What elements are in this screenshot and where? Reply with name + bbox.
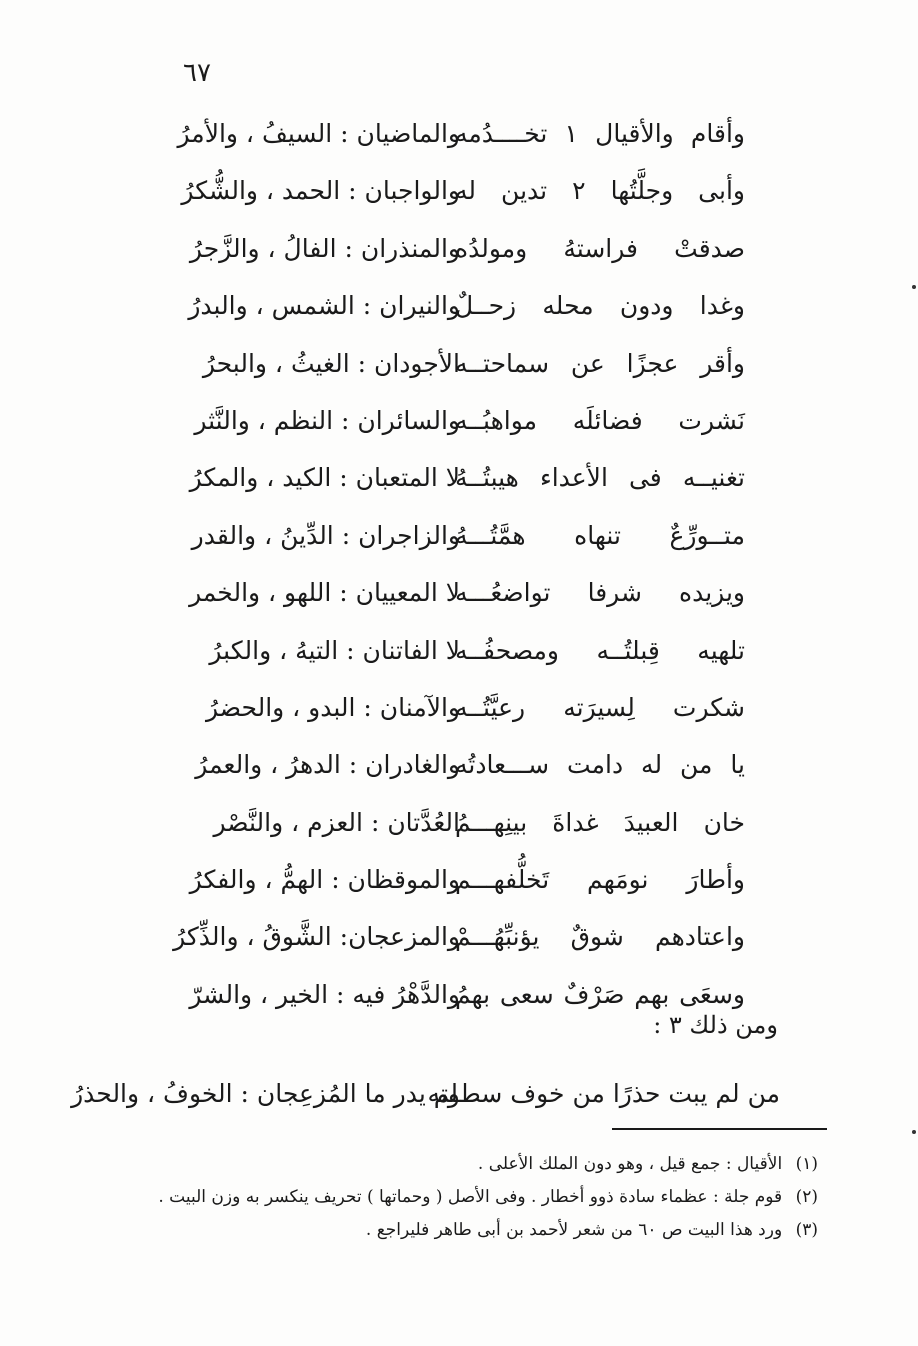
verse — [170, 625, 780, 682]
verse-second-hemistich: والمنذران : الفالُ ، والزَّجرُ — [189, 233, 460, 263]
final-verse — [71, 1068, 780, 1116]
verse-first-hemistich: يا من له دامت ســـعادتُه — [455, 750, 745, 780]
verse-first-hemistich: وسعَى بهم صَرْفٌ سعى بهمُ — [455, 979, 745, 1009]
verse-second-hemistich: والغادران : الدهرُ ، والعمرُ — [195, 750, 460, 780]
verse-second-hemistich: والآمنان : البدو ، والحضرُ — [205, 692, 460, 722]
verse-first-hemistich: صدقتْ فراستهُ ومولدُه — [455, 233, 745, 263]
verse — [170, 338, 780, 395]
verse-second-hemistich: والنيران : الشمس ، والبدرُ — [188, 291, 460, 321]
verse — [170, 567, 780, 624]
verse-second-hemistich: العُدَّتان : العزم ، والنَّصْر — [213, 807, 460, 837]
verse-first-hemistich: متــورِّعٌ تنهاه همَّتُـــهُ — [455, 520, 745, 550]
verse — [170, 395, 780, 452]
verse-second-hemistich: لا المعييان : اللهو ، والخمر — [189, 578, 460, 608]
verse-second-hemistich: والماضيان : السيفُ ، والأمرُ — [177, 119, 460, 148]
verse-first-hemistich: وغدا ودون محله زحــلٌ — [455, 291, 745, 321]
page-number: ٦٧ — [183, 58, 211, 88]
verse — [170, 911, 780, 968]
scan-speck — [912, 285, 916, 289]
verse — [170, 797, 780, 854]
verse — [170, 280, 780, 337]
verse-second-hemistich: والموقظان : الهمُّ ، والفكرُ — [189, 865, 460, 895]
verse — [170, 510, 780, 567]
verse-second-hemistich: والزاجران : الدِّينُ ، والقدر — [191, 520, 460, 550]
footnote — [158, 1214, 818, 1247]
verse-first-hemistich: واعتادهم شوقٌ يؤنبِّهُـــمْ — [455, 922, 745, 952]
verse-first-hemistich: وأبى وجلَّتُها ٢ تدين له — [455, 176, 745, 206]
verse-first-hemistich: نَشرت فضائلَه مواهبُــه — [455, 405, 745, 435]
verse-second-hemistich: لم يدر ما المُزعِجان : الخوفُ ، والحذرُ — [71, 1079, 458, 1108]
verse-first-hemistich: خان العبيدَ غداةَ بينِهـــمُ — [455, 807, 745, 837]
verse-second-hemistich: لا المتعبان : الكيد ، والمكرُ — [189, 463, 460, 493]
verse — [170, 682, 780, 739]
footnotes — [158, 1148, 818, 1247]
footnote-number: (٢) — [795, 1187, 818, 1207]
verse-first-hemistich: ويزيده شرفا تواضعُـــه — [455, 578, 745, 608]
footnote-number: (٣) — [795, 1220, 818, 1240]
verse — [170, 108, 780, 165]
footnote-text: الأقيال : جمع قيل ، وهو دون الملك الأعلى . — [477, 1154, 783, 1174]
verse — [170, 165, 780, 222]
intro-line: ومن ذلك ٣ : — [653, 1011, 778, 1039]
footnote-divider — [612, 1128, 827, 1130]
scan-speck — [912, 1130, 916, 1134]
verse-first-hemistich: وأقر عجزًا عن سماحتــه — [455, 348, 745, 378]
verse-first-hemistich: من لم يبت حذرًا من خوف سطوته — [427, 1079, 780, 1108]
verse-second-hemistich: والواجبان : الحمد ، والشُّكرُ — [181, 176, 460, 206]
poem — [170, 108, 780, 1026]
footnote — [158, 1181, 818, 1214]
verse-first-hemistich: شكرت لِسيرَته رعيَّتُــه — [455, 692, 745, 722]
verse-first-hemistich: وأطارَ نومَهم تَخلُّفهـــم — [455, 865, 745, 895]
verse-second-hemistich: والمزعجان: الشَّوقُ ، والذِّكرُ — [173, 922, 460, 952]
verse-second-hemistich: الأجودان : الغيثُ ، والبحرُ — [202, 348, 460, 378]
verse — [170, 452, 780, 509]
verse-second-hemistich: لا الفاتنان : التيهُ ، والكبرُ — [209, 635, 460, 665]
verse-first-hemistich: تغنيــه فى الأعداء هيبتُــهُ — [455, 463, 745, 493]
verse-first-hemistich: تلهيه قِبلتُــه ومصحفُــه — [455, 635, 745, 665]
verse-second-hemistich: والسائران : النظم ، والنَّثر — [194, 405, 460, 435]
verse-first-hemistich: وأقام والأقيال ١ تخــــدُمه — [455, 119, 746, 148]
footnote-number: (١) — [795, 1154, 818, 1174]
footnote — [158, 1148, 818, 1181]
verse — [170, 223, 780, 280]
verse-second-hemistich: والدَّهْرُ فيه : الخير ، والشرّ — [189, 979, 460, 1009]
verse — [170, 739, 780, 796]
verse — [170, 854, 780, 911]
footnote-text: ورد هذا البيت ص ٦٠ من شعر لأحمد بن أبى طاهر فليراجع . — [365, 1220, 783, 1240]
footnote-text: قوم جلة : عظماء سادة ذوو أخطار . وفى الأصل ( وحماتها ) تحريف ينكسر به وزن البيت . — [158, 1187, 783, 1207]
